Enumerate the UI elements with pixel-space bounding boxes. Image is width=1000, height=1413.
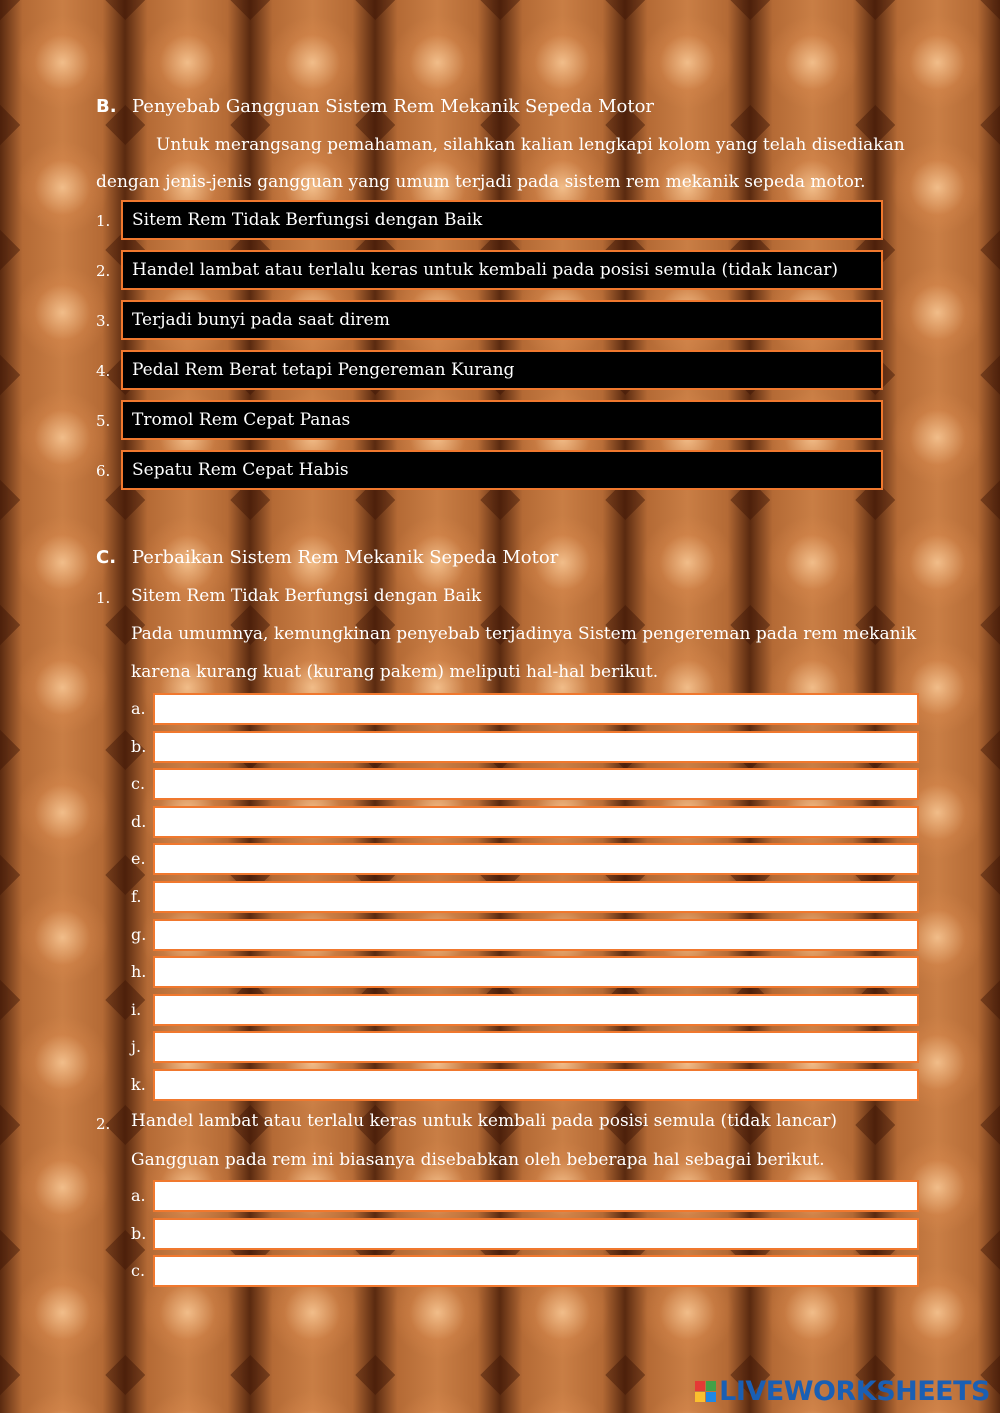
section-b-item-box[interactable]: Sitem Rem Tidak Berfungsi dengan Baik bbox=[121, 200, 883, 240]
sub1-answer-input[interactable] bbox=[153, 919, 919, 951]
section-c-title: Perbaikan Sistem Rem Mekanik Sepeda Motor bbox=[132, 547, 559, 568]
logo-square bbox=[695, 1381, 705, 1391]
sub2-desc: Gangguan pada rem ini biasanya disebabkan oleh beberapa hal sebagai berikut. bbox=[131, 1150, 825, 1170]
sub1-desc-line2: karena kurang kuat (kurang pakem) meliputi hal-hal berikut. bbox=[131, 662, 659, 682]
sub1-answer-input[interactable] bbox=[153, 994, 919, 1026]
sub2-answer-input[interactable] bbox=[153, 1218, 919, 1250]
section-b-title: Penyebab Gangguan Sistem Rem Mekanik Sepeda Motor bbox=[132, 96, 655, 117]
section-b-item-box[interactable]: Sepatu Rem Cepat Habis bbox=[121, 450, 883, 490]
sub1-answer-input[interactable] bbox=[153, 731, 919, 763]
brand-name: LIVEWORKSHEETS bbox=[719, 1376, 990, 1407]
sub1-letter-label: f. bbox=[131, 887, 142, 906]
section-b-item-box[interactable]: Pedal Rem Berat tetapi Pengereman Kurang bbox=[121, 350, 883, 390]
logo-square bbox=[706, 1392, 716, 1402]
section-b-item-number: 5. bbox=[96, 412, 111, 430]
sub2-answer-input[interactable] bbox=[153, 1255, 919, 1287]
sub1-answer-input[interactable] bbox=[153, 768, 919, 800]
liveworksheets-logo-icon bbox=[695, 1381, 716, 1402]
sub1-letter-label: g. bbox=[131, 924, 147, 944]
section-b-intro-line2: dengan jenis-jenis gangguan yang umum terjadi pada sistem rem mekanik sepeda motor. bbox=[96, 172, 866, 192]
sub1-letter-label: e. bbox=[131, 849, 146, 869]
sub1-letter-label: c. bbox=[131, 774, 146, 794]
sub1-answer-input[interactable] bbox=[153, 1069, 919, 1101]
section-b-item-number: 3. bbox=[96, 312, 111, 330]
section-b-item-number: 1. bbox=[96, 212, 111, 230]
sub1-answer-input[interactable] bbox=[153, 881, 919, 913]
section-c-heading bbox=[96, 547, 558, 568]
sub1-letter-label: b. bbox=[131, 736, 147, 756]
sub2-answer-input[interactable] bbox=[153, 1180, 919, 1212]
sub1-answer-input[interactable] bbox=[153, 956, 919, 988]
logo-square bbox=[706, 1381, 716, 1391]
section-b-item-number: 2. bbox=[96, 262, 111, 280]
sub2-number: 2. bbox=[96, 1115, 111, 1133]
section-b-item-box[interactable]: Handel lambat atau terlalu keras untuk kembali pada posisi semula (tidak lancar) bbox=[121, 250, 883, 290]
sub1-answer-input[interactable] bbox=[153, 693, 919, 725]
sub1-letter-label: j. bbox=[131, 1037, 142, 1057]
section-b-heading bbox=[96, 96, 654, 117]
sub1-answer-input[interactable] bbox=[153, 1031, 919, 1063]
sub1-letter-label: i. bbox=[131, 999, 142, 1019]
sub1-letter-label: k. bbox=[131, 1075, 146, 1094]
section-b-intro-line1: Untuk merangsang pemahaman, silahkan kalian lengkapi kolom yang telah disediakan bbox=[156, 135, 905, 155]
sub1-letter-label: a. bbox=[131, 699, 146, 718]
sub1-number: 1. bbox=[96, 589, 111, 607]
sub2-letter-label: b. bbox=[131, 1223, 147, 1243]
sub1-letter-label: h. bbox=[131, 962, 147, 982]
section-b-item-number: 6. bbox=[96, 462, 111, 480]
logo-square bbox=[695, 1392, 705, 1402]
sub1-title: Sitem Rem Tidak Berfungsi dengan Baik bbox=[131, 586, 482, 606]
liveworksheets-brand[interactable] bbox=[695, 1376, 990, 1407]
sub2-letter-label: c. bbox=[131, 1261, 146, 1281]
section-b-item-box[interactable]: Terjadi bunyi pada saat direm bbox=[121, 300, 883, 340]
sub1-desc-line1: Pada umumnya, kemungkinan penyebab terjadinya Sistem pengereman pada rem mekanik bbox=[131, 624, 917, 644]
section-c-letter: C. bbox=[96, 547, 117, 568]
sub2-title: Handel lambat atau terlalu keras untuk kembali pada posisi semula (tidak lancar) bbox=[131, 1111, 838, 1131]
section-b-item-box[interactable]: Tromol Rem Cepat Panas bbox=[121, 400, 883, 440]
sub1-answer-input[interactable] bbox=[153, 843, 919, 875]
section-b-item-number: 4. bbox=[96, 362, 111, 380]
sub1-letter-label: d. bbox=[131, 811, 147, 831]
sub1-answer-input[interactable] bbox=[153, 806, 919, 838]
section-b-letter: B. bbox=[96, 96, 117, 117]
sub2-letter-label: a. bbox=[131, 1186, 146, 1205]
